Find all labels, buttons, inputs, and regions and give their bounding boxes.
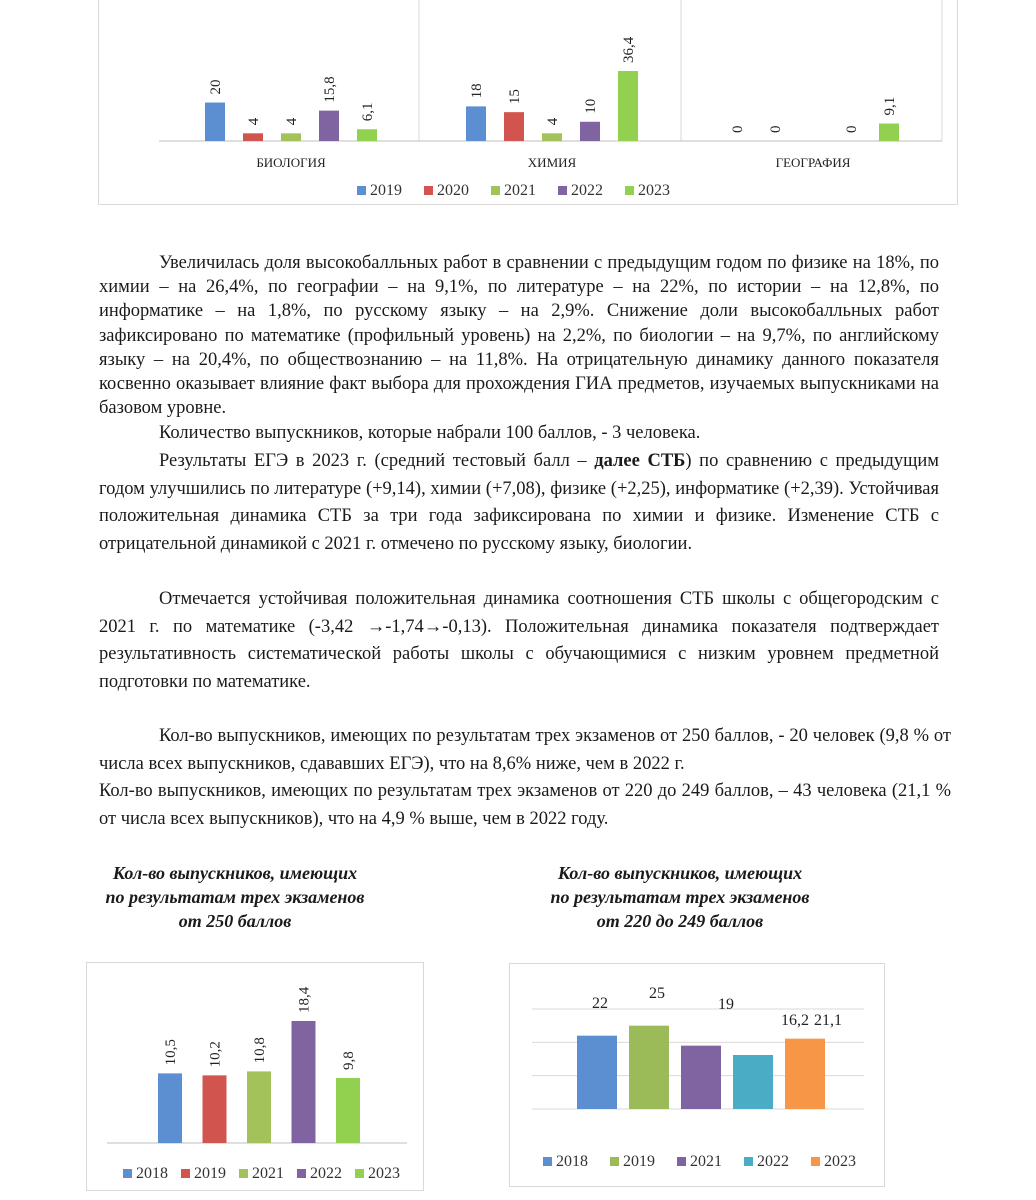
data-label-ХИМИЯ-2021: 4 <box>545 117 561 126</box>
data-label-2019: 10,2 <box>207 1041 224 1068</box>
bar-2021 <box>681 1046 721 1109</box>
legend-swatch-2022 <box>558 186 567 195</box>
legend-label-2022: 2022 <box>310 1165 342 1182</box>
bar-2019 <box>629 1026 669 1109</box>
legend-label-2023: 2023 <box>368 1165 400 1182</box>
data-label-2022: 18,4 <box>296 986 313 1013</box>
data-label-ГЕОГРАФИЯ-2022: 0 <box>844 125 860 133</box>
data-label-2021: 19 <box>718 996 734 1013</box>
bar-2019 <box>203 1075 227 1143</box>
data-label-ГЕОГРАФИЯ-2023: 9,1 <box>882 96 898 116</box>
paragraph-220-249-points: Кол-во выпускников, имеющих по результатам трех экзаменов от 220 до 249 баллов, – 43 человека (21,1 % от числа всех выпускников), что на 4,9 % выше, чем в 2022 году. <box>99 781 951 829</box>
data-label-ХИМИЯ-2020: 15 <box>507 89 523 105</box>
data-label-2018: 22 <box>592 995 608 1012</box>
bar-ХИМИЯ-2023 <box>618 71 638 141</box>
subject-results-chart-svg <box>99 0 957 204</box>
data-label-БИОЛОГИЯ-2020: 4 <box>246 117 262 126</box>
bar-2018 <box>577 1036 617 1109</box>
bar-БИОЛОГИЯ-2020 <box>243 133 263 141</box>
stb-term: далее СТБ <box>594 451 686 471</box>
bar-2023 <box>785 1039 825 1109</box>
chart-title-250-line-2: по результатам трех экзаменов <box>105 887 365 907</box>
chart-title-220-249-line-1: Кол-во выпускников, имеющих <box>557 863 803 883</box>
chart-title-250-line-3: от 250 баллов <box>178 911 292 931</box>
chart-250-points <box>86 962 424 1191</box>
data-label-БИОЛОГИЯ-2022: 15,8 <box>322 76 338 103</box>
legend-swatch-2018 <box>543 1157 552 1166</box>
paragraph-100-points: Количество выпускников, которые набрали 100 баллов, - 3 человека. <box>159 423 701 443</box>
data-label-БИОЛОГИЯ-2023: 6,1 <box>360 102 376 122</box>
legend-swatch-2023 <box>355 1169 364 1178</box>
legend-label-2021: 2021 <box>252 1165 284 1182</box>
legend-label-2020: 2020 <box>437 182 469 199</box>
category-label-БИОЛОГИЯ: БИОЛОГИЯ <box>256 155 326 170</box>
category-label-ГЕОГРАФИЯ: ГЕОГРАФИЯ <box>775 155 851 170</box>
legend-label-2023: 2023 <box>824 1153 856 1170</box>
data-label-ХИМИЯ-2023: 36,4 <box>621 36 637 63</box>
bar-ХИМИЯ-2022 <box>580 122 600 141</box>
legend-label-2022: 2022 <box>571 182 603 199</box>
legend-label-2019: 2019 <box>623 1153 655 1170</box>
bar-2022 <box>733 1055 773 1109</box>
data-label-2019: 25 <box>649 985 665 1002</box>
chart-title-220-249-line-3: от 220 до 249 баллов <box>596 911 764 931</box>
subject-results-chart <box>98 0 958 205</box>
bar-2022 <box>292 1021 316 1143</box>
paragraph-250-points: Кол-во выпускников, имеющих по результатам трех экзаменов от 250 баллов, - 20 человек (9,8 % от числа всех выпускников, сдававших ЕГЭ), что на 8,6% ниже, чем в 2022 г. <box>99 726 951 774</box>
legend-label-2019: 2019 <box>194 1165 226 1182</box>
bar-2021 <box>247 1071 271 1143</box>
legend-label-2018: 2018 <box>136 1165 168 1182</box>
legend-label-2022: 2022 <box>757 1153 789 1170</box>
legend-swatch-2019 <box>181 1169 190 1178</box>
paragraph-stb-results <box>99 448 939 559</box>
stb-text-end: ) по сравнению с предыдущим годом улучшились по литературе (+9,14), химии (+7,08), физике (+2,25), информатике (+2,39). Устойчивая положительная динамика СТБ за три года зафиксирована по химии и физике. Изменение СТБ с отрицательной динамикой с 2021 г. отмечено по русскому языку, биологии. <box>99 451 939 555</box>
legend-swatch-2019 <box>610 1157 619 1166</box>
chart-220-249-points <box>509 963 885 1187</box>
stb-text-start: Результаты ЕГЭ в 2023 г. (средний тестовый балл – <box>159 451 595 471</box>
legend-swatch-2021 <box>239 1169 248 1178</box>
category-label-ХИМИЯ: ХИМИЯ <box>527 155 577 170</box>
bar-БИОЛОГИЯ-2019 <box>205 103 225 141</box>
bar-2018 <box>158 1073 182 1143</box>
legend-label-2021: 2021 <box>504 182 536 199</box>
bar-2023 <box>336 1078 360 1143</box>
bar-БИОЛОГИЯ-2023 <box>357 129 377 141</box>
paragraph-math-dynamics: Отмечается устойчивая положительная динамика соотношения СТБ школы с общегородским с 2021 г. по математике (-3,42 →-1,74→-0,13). Положительная динамика показателя подтверждает результативность систематической работы школы с обучающимися с низким уровнем предметной подготовки по математике. <box>99 589 939 693</box>
bar-БИОЛОГИЯ-2022 <box>319 111 339 141</box>
legend-swatch-2022 <box>744 1157 753 1166</box>
paragraph-high-score-share: Увеличилась доля высокобалльных работ в сравнении с предыдущим годом по физике на 18%, по химии – на 26,4%, по географии – на 9,1%, по литературе – на 22%, по истории – на 12,8%, по информатике – на 1,8%, по русскому языку – на 2,9%. Снижение доли высокобалльных работ зафиксировано по математике (профильный уровень) на 2,2%, по биологии – на 9,7%, по английскому языку – на 20,4%, по обществознанию – на 11,8%. На отрицательную динамику данного показателя косвенно оказывает влияние факт выбора для прохождения ГИА предметов, изучаемых выпускниками на базовом уровне. <box>99 253 939 419</box>
legend-swatch-2022 <box>297 1169 306 1178</box>
data-label-ГЕОГРАФИЯ-2019: 0 <box>730 125 746 133</box>
legend-swatch-2021 <box>491 186 500 195</box>
bar-ХИМИЯ-2021 <box>542 133 562 141</box>
legend-label-2021: 2021 <box>690 1153 722 1170</box>
data-label-2018: 10,5 <box>163 1039 179 1066</box>
data-label-ГЕОГРАФИЯ-2020: 0 <box>768 125 784 133</box>
chart-title-250-line-1: Кол-во выпускников, имеющих <box>112 863 358 883</box>
data-label-ХИМИЯ-2019: 18 <box>469 83 485 99</box>
legend-label-2023: 2023 <box>638 182 670 199</box>
legend-swatch-2023 <box>625 186 634 195</box>
chart-220-249-points-svg <box>510 964 884 1186</box>
bar-ХИМИЯ-2019 <box>466 106 486 141</box>
legend-swatch-2021 <box>677 1157 686 1166</box>
legend-swatch-2018 <box>123 1169 132 1178</box>
data-label-2023: 21,1 <box>814 1012 842 1029</box>
legend-label-2018: 2018 <box>556 1153 588 1170</box>
data-label-БИОЛОГИЯ-2021: 4 <box>284 117 300 126</box>
data-label-2023: 9,8 <box>341 1051 357 1071</box>
data-label-2022: 16,2 <box>781 1012 809 1029</box>
chart-title-250 <box>60 861 410 933</box>
legend-swatch-2023 <box>811 1157 820 1166</box>
data-label-2021: 10,8 <box>252 1037 268 1064</box>
data-label-ХИМИЯ-2022: 10 <box>583 98 599 114</box>
chart-title-220-249-line-2: по результатам трех экзаменов <box>550 887 810 907</box>
chart-title-220-249 <box>505 861 855 933</box>
bar-БИОЛОГИЯ-2021 <box>281 133 301 141</box>
legend-label-2019: 2019 <box>370 182 402 199</box>
chart-250-points-svg <box>87 963 423 1190</box>
bar-ХИМИЯ-2020 <box>504 112 524 141</box>
bar-ГЕОГРАФИЯ-2023 <box>879 124 899 142</box>
data-label-БИОЛОГИЯ-2019: 20 <box>208 79 224 95</box>
legend-swatch-2019 <box>357 186 366 195</box>
legend-swatch-2020 <box>424 186 433 195</box>
